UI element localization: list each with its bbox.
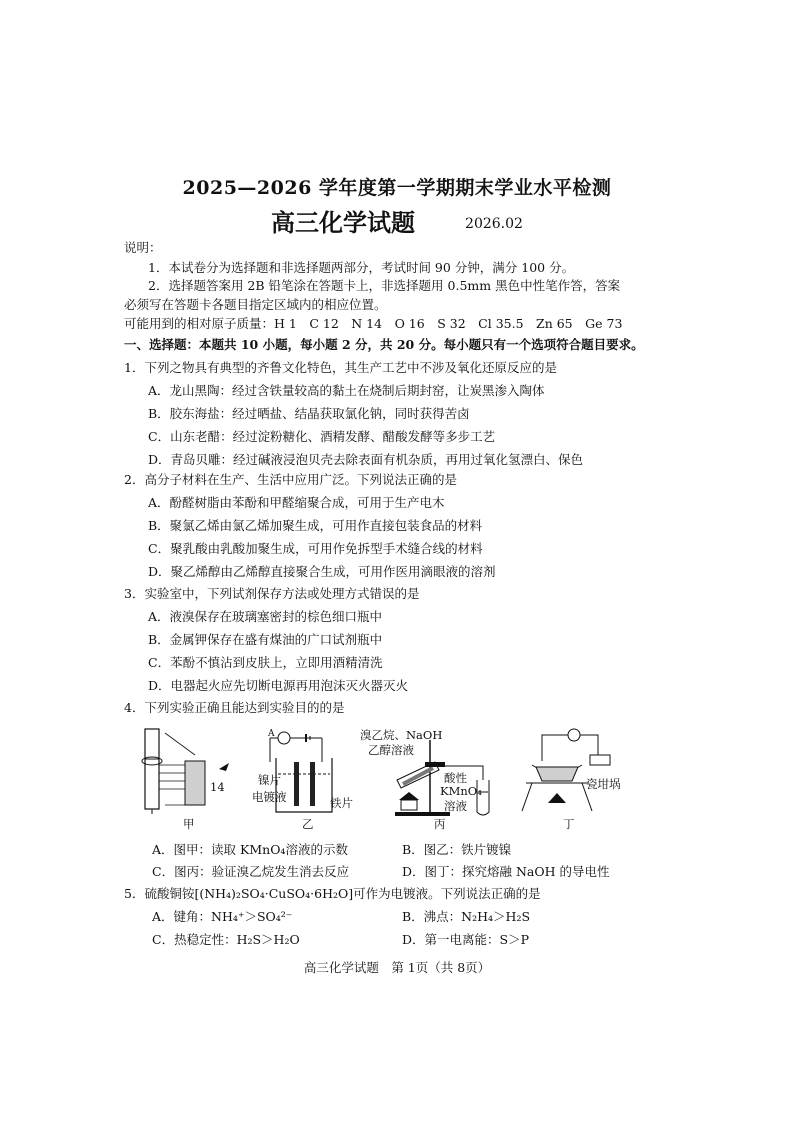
q3-stem: 3．实验室中，下列试剂保存方法或处理方式错误的是 [124, 586, 420, 601]
q3-option-a: A．液溴保存在玻璃塞密封的棕色细口瓶中 [148, 609, 383, 624]
figure-jia-caption: 甲 [183, 817, 195, 831]
q3-option-d: D．电器起火应先切断电源再用泡沫灭火器灭火 [148, 678, 409, 693]
q3-option-c: C．苯酚不慎沾到皮肤上，立即用酒精清洗 [148, 655, 383, 670]
figure-ding-conductivity [512, 725, 637, 815]
q4-option-a: A．图甲：读取 KMnO₄溶液的示数 [152, 842, 348, 857]
figure-bing-tube-line1: 酸性 [444, 771, 467, 785]
q2-option-d: D．聚乙烯醇由乙烯醇直接聚合生成，可用作医用滴眼液的溶剂 [148, 564, 496, 579]
notes-item-1: 1．本试卷分为选择题和非选择题两部分，考试时间 90 分钟，满分 100 分。 [148, 260, 575, 275]
q1-option-c: C．山东老醋：经过淀粉糖化、酒精发酵、醋酸发酵等多步工艺 [148, 429, 496, 444]
q5-option-a: A．键角：NH₄⁺＞SO₄²⁻ [152, 909, 293, 924]
figure-ding-caption: 丁 [563, 817, 575, 831]
notes-item-2-cont: 必须写在答题卡各题目指定区域内的相应位置。 [124, 297, 387, 312]
subject-title: 高三化学试题 [271, 208, 416, 237]
q5-option-b: B．沸点：N₂H₄＞H₂S [402, 909, 531, 924]
q2-option-a: A．酚醛树脂由苯酚和甲醛缩聚合成，可用于生产电木 [148, 495, 445, 510]
q5-option-d: D．第一电离能：S＞P [402, 932, 529, 947]
figure-yi-caption: 乙 [302, 817, 314, 831]
atomic-masses: 可能用到的相对原子质量：H 1 C 12 N 14 O 16 S 32 Cl 35.5 Zn 65 Ge 73 [124, 316, 623, 331]
figure-yi-meter: A [268, 729, 275, 739]
figure-bing-reagent-line2: 乙醇溶液 [368, 743, 414, 757]
q4-option-d: D．图丁：探究熔融 NaOH 的导电性 [402, 864, 610, 879]
q4-option-b: B．图乙：铁片镀镍 [402, 842, 512, 857]
figure-bing-tube-line2: KMnO₄ [440, 784, 482, 798]
figure-jia-burette [135, 725, 240, 815]
q4-stem: 4．下列实验正确且能达到实验目的的是 [124, 700, 345, 715]
q5-stem: 5．硫酸铜铵[(NH₄)₂SO₄·CuSO₄·6H₂O]可作为电镀液。下列说法正确的是 [124, 886, 541, 901]
page-footer: 高三化学试题 第 1页（共 8页） [303, 960, 491, 975]
q5-option-c: C．热稳定性：H₂S＞H₂O [152, 932, 300, 947]
exam-date: 2026.02 [465, 216, 523, 232]
figure-jia-reading: 14 [210, 780, 225, 794]
q2-stem: 2．高分子材料在生产、生活中应用广泛。下列说法正确的是 [124, 472, 457, 487]
q4-option-c: C．图丙：验证溴乙烷发生消去反应 [152, 864, 350, 879]
figure-bing-caption: 丙 [434, 817, 446, 831]
q3-option-b: B．金属钾保存在盛有煤油的广口试剂瓶中 [148, 632, 383, 647]
figure-ding-crucible-label: 瓷坩埚 [586, 777, 621, 791]
q2-option-b: B．聚氯乙烯由氯乙烯加聚生成，可用作直接包装食品的材料 [148, 518, 483, 533]
q2-option-c: C．聚乳酸由乳酸加聚生成，可用作免拆型手术缝合线的材料 [148, 541, 483, 556]
q1-stem: 1．下列之物具有典型的齐鲁文化特色，其生产工艺中不涉及氧化还原反应的是 [124, 360, 557, 375]
section-heading: 一、选择题：本题共 10 小题，每小题 2 分，共 20 分。每小题只有一个选项符合题目要求。 [124, 337, 644, 352]
exam-title: 2025—2026 学年度第一学期期末学业水平检测 [182, 177, 612, 199]
figure-yi-bath-label: 电镀液 [252, 790, 287, 804]
figure-yi-nickel-label: 镍片 [258, 773, 281, 787]
q1-option-b: B．胶东海盐：经过晒盐、结晶获取氯化钠，同时获得苦卤 [148, 406, 470, 421]
figure-bing-tube-line3: 溶液 [444, 799, 467, 813]
figure-bing-reagent-line1: 溴乙烷、NaOH [360, 728, 443, 742]
q1-option-a: A．龙山黑陶：经过含铁量较高的黏土在烧制后期封窑，让炭黑渗入陶体 [148, 383, 545, 398]
notes-heading: 说明： [124, 240, 162, 255]
notes-item-2: 2．选择题答案用 2B 铅笔涂在答题卡上，非选择题用 0.5mm 黑色中性笔作答，答案 [148, 278, 621, 293]
figure-yi-iron-label: 铁片 [330, 796, 353, 810]
exam-subtitle [0, 203, 794, 238]
q1-option-d: D．青岛贝雕：经过碱液浸泡贝壳去除表面有机杂质，再用过氧化氢漂白、保色 [148, 452, 584, 467]
